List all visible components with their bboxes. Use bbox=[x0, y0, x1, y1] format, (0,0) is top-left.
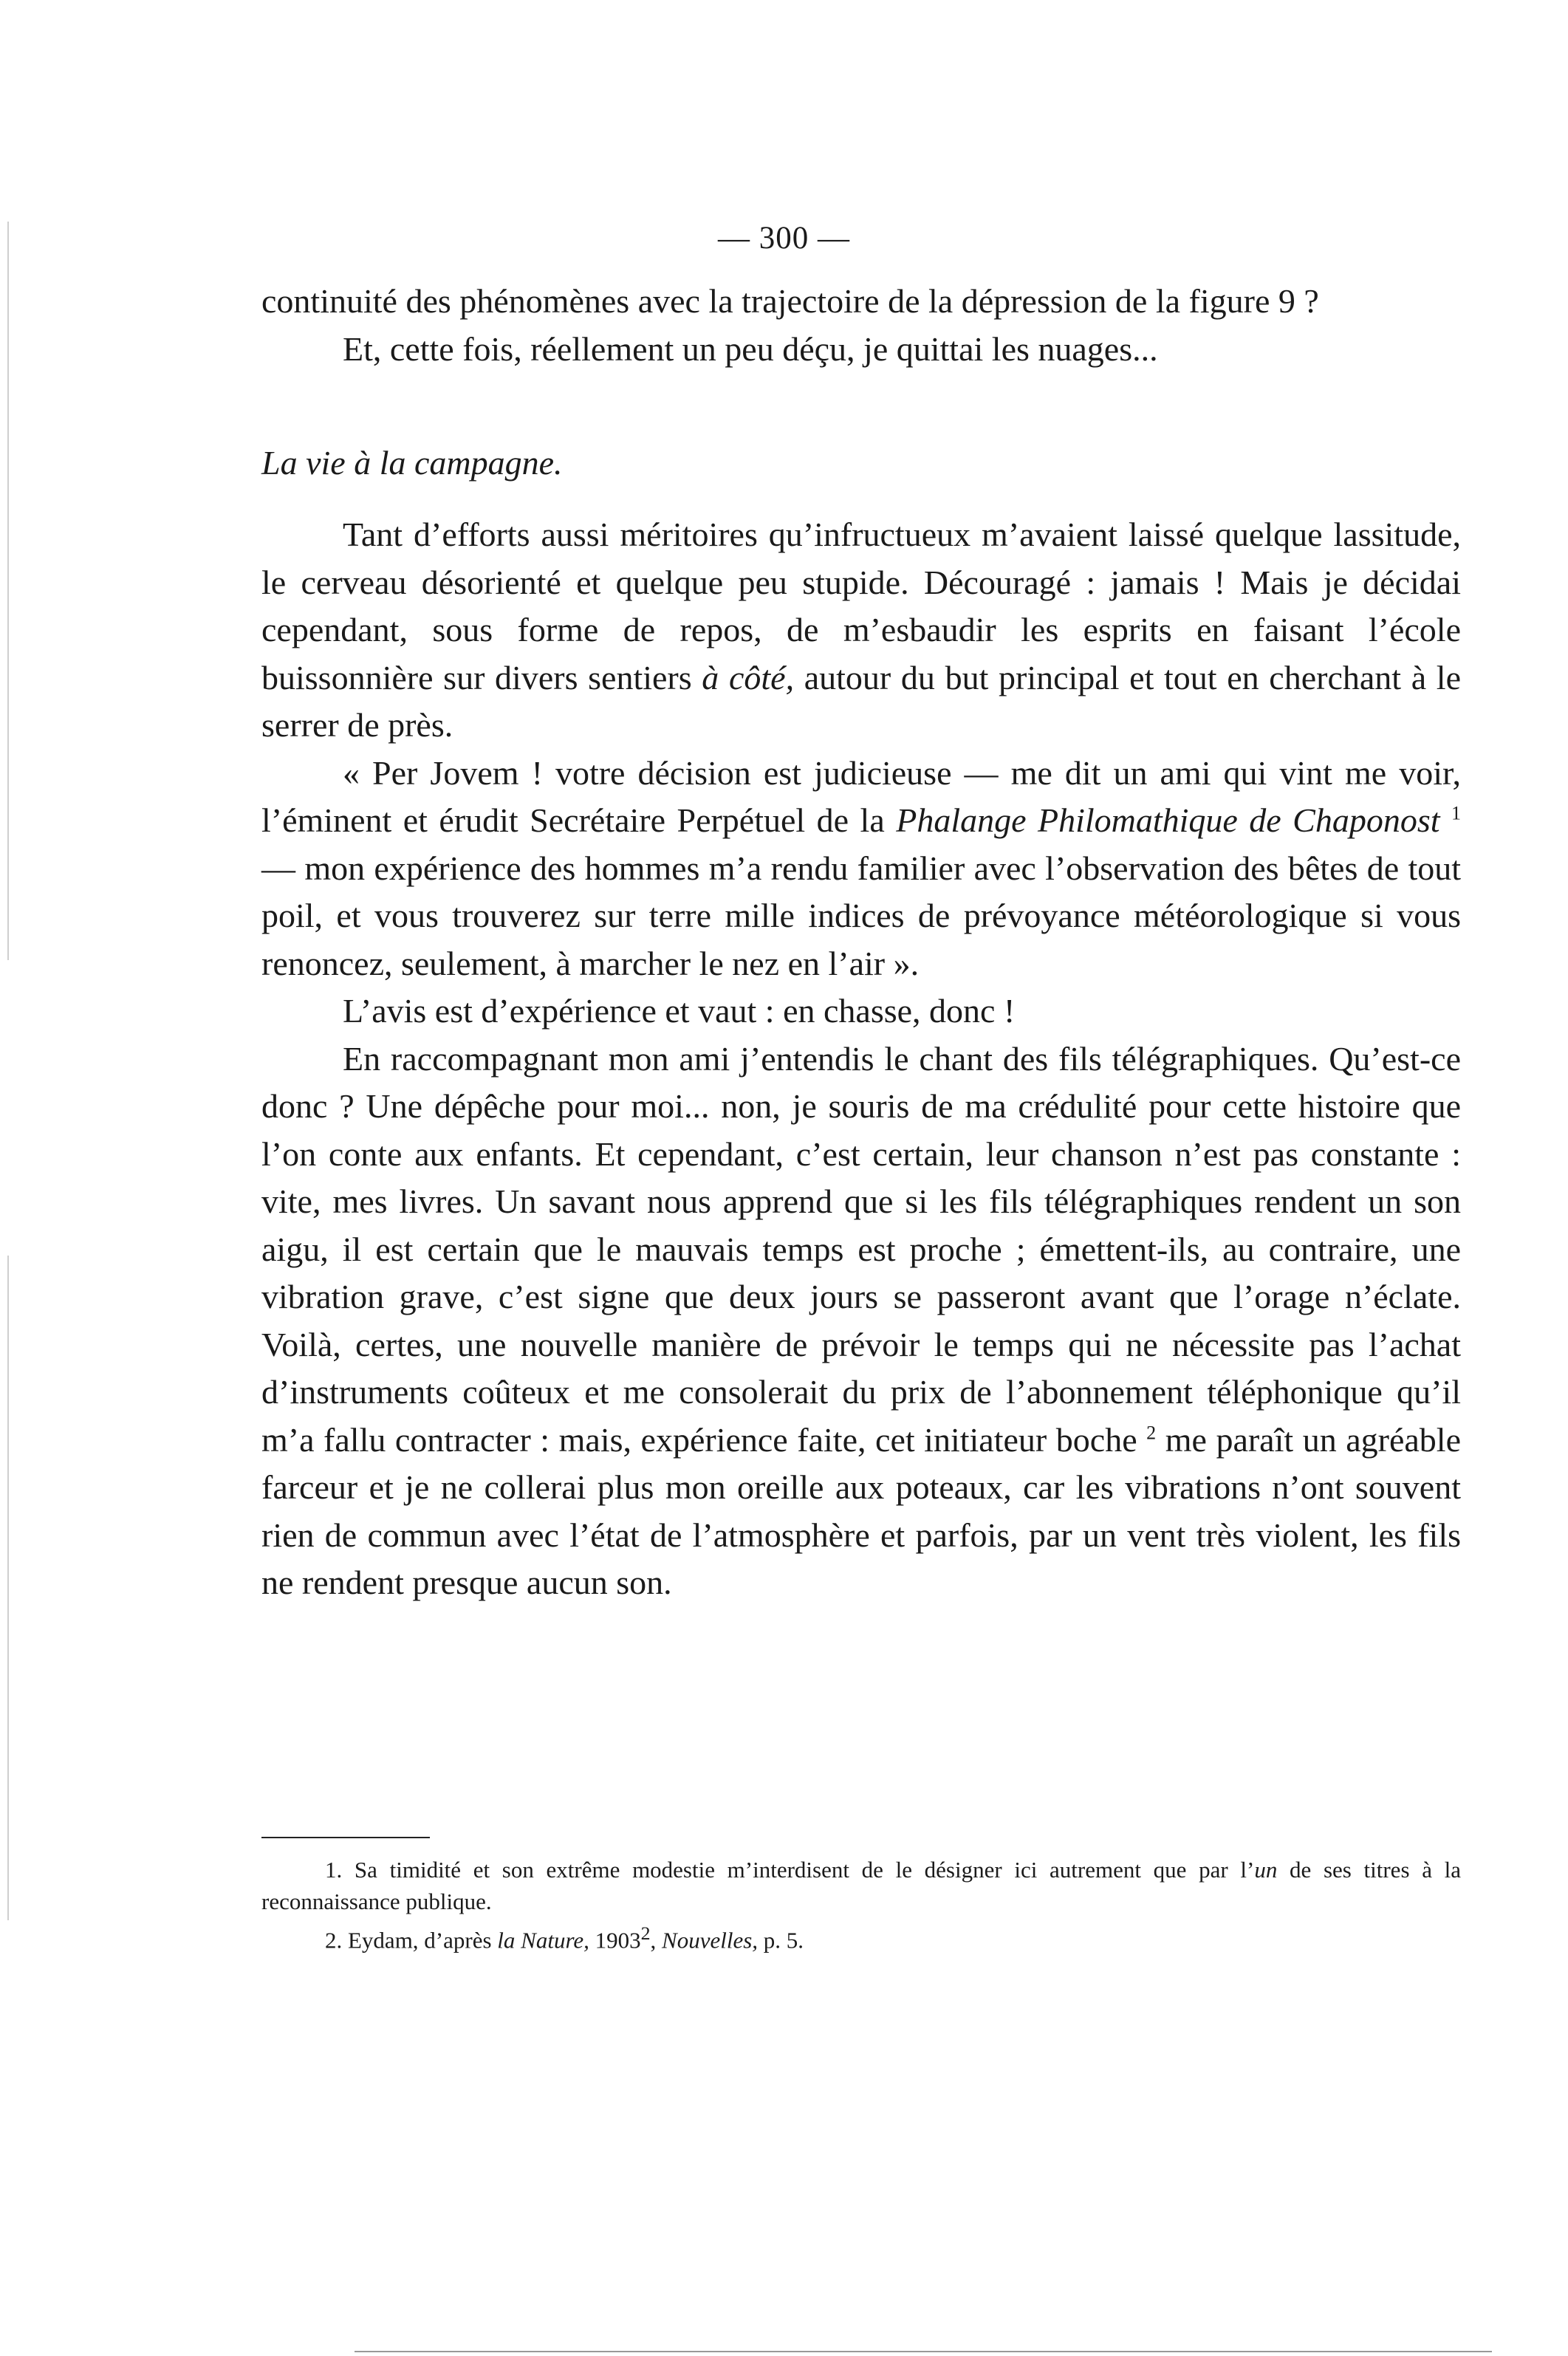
italic-phrase: un bbox=[1254, 1857, 1278, 1883]
footnote-text: 2. Eydam, d’après bbox=[325, 1927, 492, 1953]
continuation-text bbox=[261, 278, 1461, 373]
page-edge-mark bbox=[7, 222, 9, 960]
footnote-text: p. 5. bbox=[763, 1927, 804, 1953]
footnote-text: de ses titres à la reconnaissance publique. bbox=[261, 1857, 1462, 1914]
paragraph bbox=[261, 750, 1461, 988]
footnote-separator bbox=[261, 1837, 430, 1838]
paragraph-text: — mon expérience des hommes m’a rendu familier avec l’observation des bêtes de tout poil, et vous trouverez sur terre mille indices de prévoyance météorologique si vous renoncez, seulement, à marcher le nez en l’air ». bbox=[261, 849, 1461, 982]
footnote-text: 1. Sa timidité et son extrême modestie m’interdisent de le désigner ici autrement que par l’ bbox=[325, 1857, 1255, 1883]
italic-phrase: à côté, bbox=[702, 658, 795, 696]
italic-phrase: la Nature, bbox=[497, 1927, 589, 1953]
paragraph bbox=[261, 511, 1461, 750]
italic-phrase: Phalange Philomathique de Chaponost bbox=[896, 801, 1440, 839]
paragraph-text: autour du but principal et tout en cherchant à le serrer de près. bbox=[261, 658, 1461, 744]
paragraph-text: me paraît un agréable farceur et je ne collerai plus mon oreille aux poteaux, car les vibrations n’ont souvent rien de commun avec l’état de l’atmosphère et parfois, par un vent très violent, les fils ne rendent presque aucun son. bbox=[261, 1420, 1462, 1601]
section-title: La vie à la campagne. bbox=[261, 444, 563, 482]
paragraph: L’avis est d’expérience et vaut : en chasse, donc ! bbox=[343, 992, 1016, 1030]
footnote bbox=[261, 1854, 1461, 1917]
footnotes bbox=[261, 1854, 1461, 1956]
page-edge-mark bbox=[7, 1256, 9, 1920]
text-line: continuité des phénomènes avec la trajectoire de la dépression de la figure 9 ? bbox=[261, 282, 1319, 320]
superscript: 2 bbox=[640, 1922, 651, 1944]
footnote-text: , bbox=[650, 1927, 657, 1953]
footnote-marker: 2 bbox=[1146, 1422, 1157, 1444]
text-line: Et, cette fois, réellement un peu déçu, je quittai les nuages... bbox=[343, 329, 1158, 368]
paragraph-text: « Per Jovem ! votre décision est judicieuse — me dit un ami qui vint me voir, l’éminent et érudit Secrétaire Perpétuel de la bbox=[261, 753, 1461, 839]
scan-edge-line bbox=[355, 2351, 1492, 2352]
paragraph bbox=[261, 1035, 1461, 1607]
page-number: — 300 — bbox=[718, 221, 850, 256]
footnote-marker: 1 bbox=[1451, 802, 1462, 824]
footnote-text: 1903 bbox=[595, 1927, 641, 1953]
main-body bbox=[261, 511, 1461, 1607]
italic-phrase: Nouvelles, bbox=[662, 1927, 759, 1953]
paragraph-text: Tant d’efforts aussi méritoires qu’infructueux m’avaient laissé quelque lassitude, le cerveau désorienté et quelque peu stupide. Découragé : jamais ! Mais je décidai cependant, sous forme de repos, de m’esbaudir les esprits en faisant l’école buissonnière sur divers sentiers bbox=[261, 516, 1461, 696]
paragraph-text: En raccompagnant mon ami j’entendis le chant des fils télégraphiques. Qu’est-ce donc ? Une dépêche pour moi... non, je souris de ma crédulité pour cette histoire que l’on conte aux enfants. Et cependant, c’est certain, leur chanson n’est pas constante : vite, mes livres. Un savant nous apprend que si les fils télégraphiques rendent un son aigu, il est certain que le mauvais temps est proche ; émettent-ils, au contraire, une vibration grave, c’est signe que deux jours se passeront avant que l’orage n’éclate. Voilà, certes, une nouvelle manière de prévoir le temps qui ne nécessite pas l’achat d’instruments coûteux et me consolerait du prix de l’abonnement téléphonique qu’il m’a fallu contracter : mais, expérience faite, cet initiateur boche bbox=[261, 1039, 1461, 1459]
footnote bbox=[261, 1917, 1461, 1956]
